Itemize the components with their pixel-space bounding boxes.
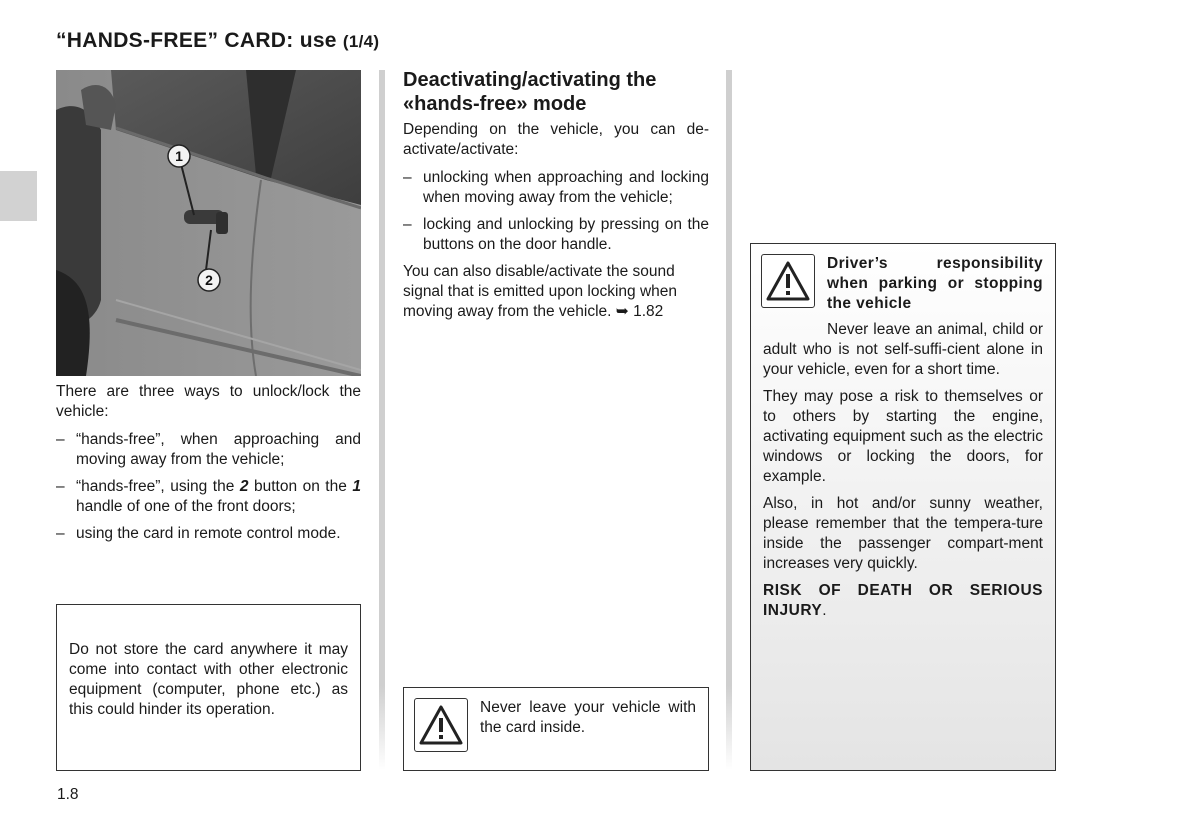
card-storage-note	[56, 604, 361, 771]
driver-responsibility-warning	[750, 243, 1056, 771]
page-reference-arrow-icon: ➥	[615, 303, 629, 320]
warning-icon	[761, 254, 815, 308]
deactivate-options-list	[403, 168, 709, 255]
warning-title: Driver’s responsibility when parking or stopping the vehicle	[827, 255, 1043, 312]
card-inside-warning	[403, 687, 709, 771]
callout-1: 1	[175, 148, 183, 164]
card-storage-note-text: Do not store the card anywhere it may come into contact with other electronic equipment (computer, phone etc.) as this could hinder its operation.	[69, 641, 348, 718]
door-handle-illustration	[56, 70, 361, 376]
warning-body	[763, 320, 1043, 621]
chapter-tab	[0, 171, 37, 221]
warning-paragraph: Never leave an animal, child or adult who is not self-suffi-cient alone in your vehicle, even for a short time.	[763, 321, 1043, 378]
list-item: – “hands-free”, when approaching and moving away from the vehicle;	[56, 430, 361, 470]
left-column	[56, 382, 361, 551]
page-title	[56, 29, 379, 53]
list-item: – locking and unlocking by pressing on the buttons on the door handle.	[403, 215, 709, 255]
column-divider	[726, 70, 732, 770]
section-heading: Deactivating/activating the «hands-free» mode	[403, 69, 657, 115]
list-item: – unlocking when approaching and locking when moving away from the vehicle;	[403, 168, 709, 208]
warning-paragraph: RISK OF DEATH OR SERIOUS INJURY.	[763, 582, 1043, 619]
card-inside-warning-text: Never leave your vehicle with the card inside.	[480, 699, 696, 736]
list-item: – using the card in remote control mode.	[56, 524, 361, 544]
page-reference[interactable]: 1.82	[633, 303, 664, 320]
middle-column	[403, 68, 709, 322]
unlock-intro: There are three ways to unlock/lock the vehicle:	[56, 383, 361, 420]
deactivate-intro: Depending on the vehicle, you can de-activate/activate:	[403, 121, 709, 158]
page-title-main: “HANDS-FREE” CARD: use	[56, 29, 337, 52]
list-item: – “hands-free”, using the 2 button on the 1 handle of one of the front doors;	[56, 477, 361, 517]
callout-2: 2	[205, 272, 213, 288]
warning-icon	[414, 698, 468, 752]
unlock-methods-list	[56, 430, 361, 544]
page-number: 1.8	[57, 786, 79, 803]
sound-signal-text: You can also disable/activate the sound signal that is emitted upon locking when moving away from the vehicle. ➥ 1.82	[403, 263, 677, 320]
warning-paragraph: They may pose a risk to themselves or to others by starting the engine, activating equipment such as the electric windows or locking the doors, for example.	[763, 388, 1043, 485]
risk-warning: RISK OF DEATH OR SERIOUS INJURY	[763, 582, 1043, 619]
car-door-drawing	[56, 70, 361, 376]
page-title-part: (1/4)	[342, 32, 380, 51]
warning-paragraph: Also, in hot and/or sunny weather, please remember that the tempera-ture inside the passenger compart-ment increases very quickly.	[763, 495, 1043, 572]
column-divider	[379, 70, 385, 770]
